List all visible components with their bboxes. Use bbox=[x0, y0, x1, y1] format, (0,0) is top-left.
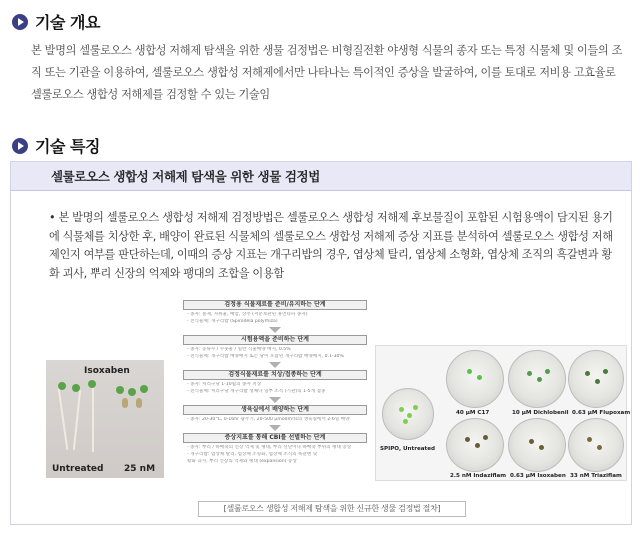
dish-label: 0.63 μM Isoxaben bbox=[510, 473, 566, 479]
flow-note: - 종자: 20-30°C, 0-16hr 광주기, 20-500 μmol/m²/s의 생육실에서 2-6일 배양 bbox=[187, 417, 350, 422]
isoxaben-seedling-photo bbox=[46, 360, 164, 478]
section-title-overview: 기술 개요 bbox=[35, 13, 100, 32]
petri-dish bbox=[508, 350, 566, 408]
flow-note: - 전식물체: 개구리밥 배양배지 또는 당이 포함된 개구리밥 배양배지, 0.1-30% bbox=[187, 354, 344, 359]
label-untreated: Untreated bbox=[52, 464, 104, 474]
feature-paragraph: • 본 발명의 셀룰로오스 생합성 저해제 검정방법은 셀룰로오스 생합성 저해제 후보물질이 포함된 시험용액이 담지된 용기에 식물체를 치상한 후, 배양이 완료된 식물체의 셀룰로오스 생합성 저해제 증상 지표를 분석하여 셀룰로오스 생합성 저해제인지 여부를 판단하는데, 이때의 증상 지표는 개구리밥의 경우, 엽상체 탈리, 엽상체 소형화, 엽상체 조직의 흑갈변과 황화 괴사, 뿌리 신장의 억제와 팽대의 조합을 이용함 bbox=[49, 211, 613, 280]
petri-dish bbox=[508, 418, 566, 472]
petri-dish-panel bbox=[375, 345, 631, 481]
arrow-down-icon bbox=[269, 425, 281, 431]
petri-dish bbox=[568, 418, 624, 472]
petri-dish bbox=[446, 418, 504, 472]
seedling-leaf bbox=[88, 380, 96, 388]
flow-note: 황화 괴사, 뿌리 신장의 억제와 팽대 (expansion) 증상 bbox=[187, 459, 297, 464]
section-header-features bbox=[12, 134, 100, 157]
figure-caption: [셀룰로오스 생합성 저해제 탐색을 위한 신규한 생물 검정법 절차] bbox=[198, 501, 466, 517]
play-bullet-icon bbox=[12, 14, 28, 30]
section-title-features: 기술 특징 bbox=[35, 137, 100, 156]
flow-step-2: 시험용액을 준비하는 단계 bbox=[183, 335, 367, 345]
dish-label: SPIPO, Untreated bbox=[380, 446, 436, 452]
dish-label: 40 μM C17 bbox=[456, 410, 490, 416]
dish-label: 0.63 μM Flupoxam bbox=[572, 410, 631, 416]
flow-step-4: 생육실에서 배양하는 단계 bbox=[183, 405, 367, 415]
arrow-down-icon bbox=[269, 362, 281, 368]
feature-box-title: 셀룰로오스 생합성 저해제 탐색을 위한 생물 검정법 bbox=[11, 162, 631, 191]
dish-label: 10 μM Dichlobenil bbox=[512, 410, 569, 416]
flow-note: - 종자: 증류수 / 수돗물 / 일반 식물배양 배지, 0.5% bbox=[187, 347, 291, 352]
overview-paragraph: 본 발명의 셀룰로오스 생합성 저해제 탐색을 위한 생물 검정법은 비형질전환 야생형 식물의 종자 또는 특정 식물체 및 이들의 조직 또는 기관을 이용하여, 셀룰로오스 생합성 저해제에서만 나타나는 특이적인 증상을 발굴하여, 이를 토대로 저비용 고효율로 셀룰로오스 생합성 저해제를 검정할 수 있는 기술임 bbox=[31, 44, 623, 101]
feature-box bbox=[10, 161, 632, 525]
photo-title: Isoxaben bbox=[84, 366, 130, 376]
petri-dish bbox=[446, 350, 504, 408]
flow-note: - 전식물체: 개구리밥 (Spirodela polyrhiza) bbox=[187, 319, 278, 324]
petri-dish bbox=[568, 350, 624, 408]
flow-step-3: 검정식물재료를 치상/접종하는 단계 bbox=[183, 370, 367, 380]
flow-note: - 개구리밥: 엽상체 탈리, 엽상체 소형화, 엽상체 조직의 흑갈변 및 bbox=[187, 452, 318, 457]
dish-label: 33 nM Triaziflam bbox=[570, 473, 622, 479]
flow-note: - 종자: 뿌리 / 하배축의 신장 억제 및 팽대, 뿌리 선단이나 하배축 부위의 팽대 증상 bbox=[187, 445, 352, 450]
seedling-leaf bbox=[58, 382, 66, 390]
flow-note: - 종자: 처리구당 1-10립의 종자 치상 bbox=[187, 382, 262, 387]
petri-dish bbox=[382, 388, 434, 440]
seedling-leaf bbox=[140, 385, 148, 393]
seedling-leaf bbox=[116, 386, 124, 394]
label-25nm: 25 nM bbox=[124, 464, 156, 474]
flow-step-5: 증상지표를 통해 CBI를 선별하는 단계 bbox=[183, 433, 367, 443]
play-bullet-icon bbox=[12, 138, 28, 154]
arrow-down-icon bbox=[269, 327, 281, 333]
dish-label: 2.5 nM Indaziflam bbox=[450, 473, 507, 479]
flow-note: - 전식물체: 처리구당 개구리밥 성체나 일부 조직 (기관)의 1-5개 접종 bbox=[187, 389, 326, 394]
section-header-overview bbox=[12, 10, 100, 33]
seedling-leaf bbox=[128, 388, 136, 396]
flow-step-1: 검정용 식물재료를 준비/유지하는 단계 bbox=[183, 300, 367, 310]
arrow-down-icon bbox=[269, 397, 281, 403]
flow-note: - 종자: 볼제, 자위율, 배암, 상추 (저분보관된 휴면타파 종자) bbox=[187, 312, 308, 317]
seedling-leaf bbox=[72, 384, 80, 392]
